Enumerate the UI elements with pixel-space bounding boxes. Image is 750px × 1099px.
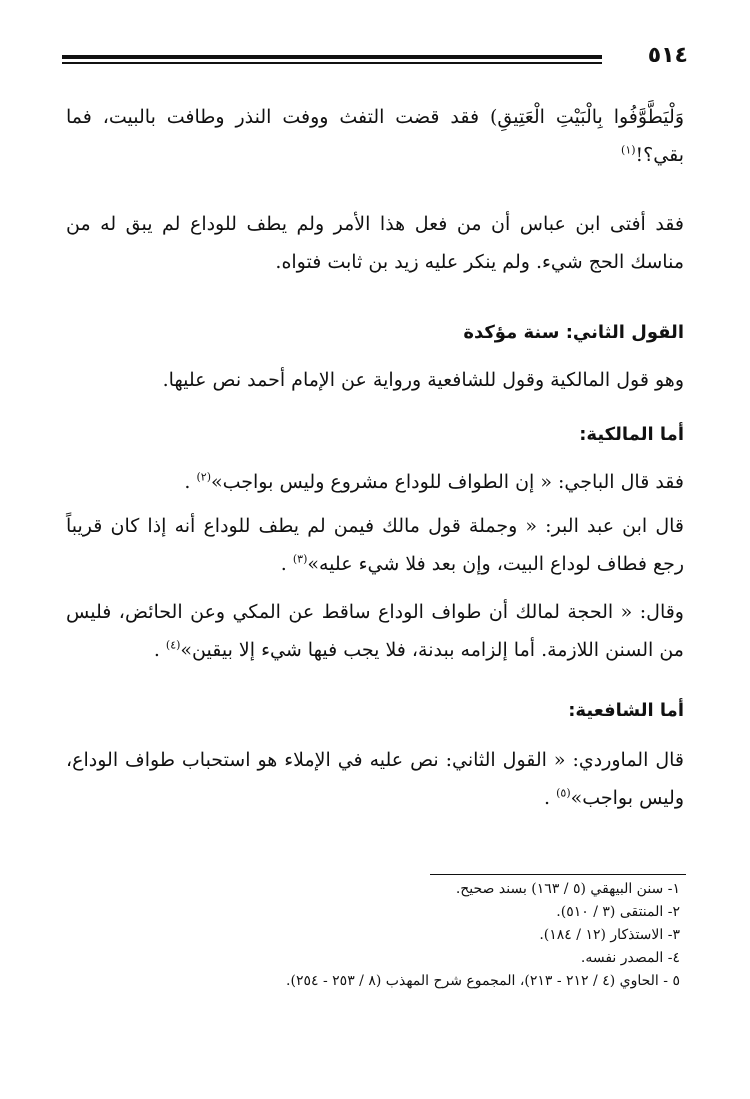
- footnote-3: ٣- الاستذكار (١٢ / ١٨٤).: [539, 927, 680, 943]
- paragraph-4-text: فقد قال الباجي: « إن الطواف للوداع مشروع وليس بواجب»: [211, 471, 684, 493]
- section-heading-malikiyya: أما المالكية:: [579, 424, 684, 445]
- footnote-separator: [430, 874, 686, 875]
- paragraph-6-period: .: [153, 639, 160, 661]
- footnote-4: ٤- المصدر نفسه.: [580, 950, 680, 966]
- footnote-ref-4: (٤): [165, 638, 181, 652]
- paragraph-5-period: .: [280, 553, 287, 575]
- page-number: ٥١٤: [647, 43, 688, 68]
- section-heading-shafiiyya: أما الشافعية:: [568, 700, 684, 721]
- header-rule-thick: [62, 55, 602, 59]
- paragraph-2: فقد أفتى ابن عباس أن من فعل هذا الأمر ولم يطف للوداع لم يبق له من مناسك الحج شيء. ولم ينكر عليه زيد بن ثابت فتواه.: [66, 213, 684, 273]
- paragraph-4-period: .: [184, 471, 191, 493]
- paragraph-7: [66, 741, 684, 817]
- paragraph-5-text: قال ابن عبد البر: « وجملة قول مالك فيمن لم يطف للوداع أنه إذا كان قريباً رجع فطاف لوداع البيت، وإن بعد فلا شيء عليه»: [66, 515, 684, 575]
- footnote-5: ٥ - الحاوي (٤ / ٢١٢ - ٢١٣)، المجموع شرح المهذب (٨ / ٢٥٣ - ٢٥٤).: [286, 973, 680, 989]
- paragraph-5: [66, 507, 684, 583]
- paragraph-1: [66, 98, 684, 174]
- paragraph-3: وهو قول المالكية وقول للشافعية ورواية عن الإمام أحمد نص عليها.: [162, 369, 684, 391]
- paragraph-1-text: وَلْيَطَّوَّفُوا بِالْبَيْتِ الْعَتِيقِ) فقد قضت التفث ووفت النذر وطافت بالبيت، فما بقي؟!: [66, 106, 684, 166]
- footnote-ref-5: (٥): [556, 786, 571, 800]
- footnote-ref-3: (٣): [292, 552, 308, 566]
- paragraph-7-period: .: [544, 787, 551, 809]
- section-heading-second-opinion: القول الثاني: سنة مؤكدة: [463, 322, 684, 343]
- header-rule-thin: [62, 62, 602, 64]
- paragraph-7-text: قال الماوردي: « القول الثاني: نص عليه في الإملاء هو استحباب طواف الوداع، وليس بواجب»: [66, 749, 684, 809]
- paragraph-6: [66, 593, 684, 669]
- page-header: [62, 43, 688, 70]
- footnote-ref-2: (٢): [196, 470, 211, 484]
- footnote-2: ٢- المنتقى (٣ / ٥١٠).: [556, 904, 680, 920]
- paragraph-6-text: وقال: « الحجة لمالك أن طواف الوداع ساقط عن المكي وعن الحائض، فليس من السنن اللازمة. أما إلزامه ببدنة، فلا يجب فيها شيء إلا بيقين»: [66, 601, 684, 661]
- paragraph-4: [66, 463, 684, 501]
- footnote-ref-1: (١): [621, 143, 636, 157]
- footnote-1: ١- سنن البيهقي (٥ / ١٦٣) بسند صحيح.: [455, 881, 680, 897]
- footnotes: [60, 878, 680, 993]
